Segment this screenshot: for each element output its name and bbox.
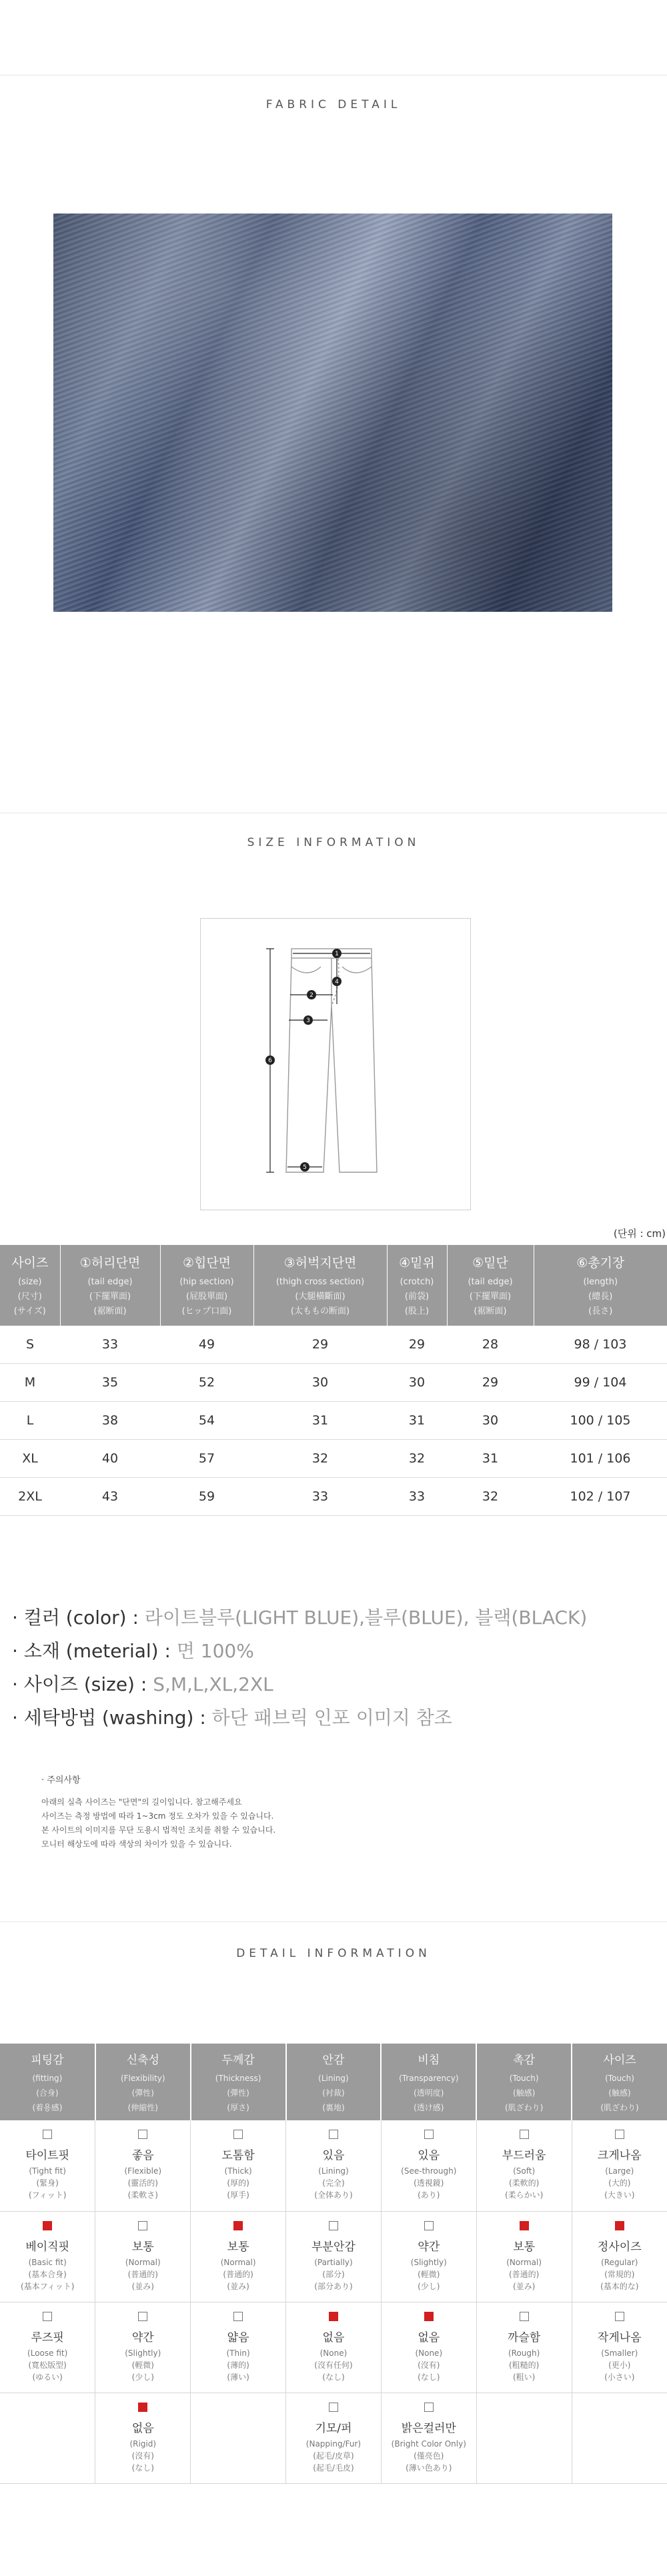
detail-option-sub: (あり) xyxy=(418,2190,440,2200)
detail-option-sub: (Large) xyxy=(605,2166,634,2176)
header-label: ⑤밑단 xyxy=(472,1256,508,1270)
detail-option-sub: (Rigid) xyxy=(129,2439,157,2449)
size-table-header xyxy=(253,1245,387,1326)
size-cell: 31 xyxy=(447,1440,534,1478)
header-sub: (伸縮性) xyxy=(127,2103,158,2112)
size-cell: L xyxy=(0,1402,60,1440)
detail-option-label: 부분안감 xyxy=(311,2240,356,2254)
detail-option-sub: (基本的な) xyxy=(600,2281,639,2291)
detail-option-sub: (沒有) xyxy=(131,2451,154,2461)
notice-block xyxy=(41,1773,615,1851)
detail-option-sub: (薄的) xyxy=(227,2360,249,2370)
size-table-row xyxy=(0,1478,667,1516)
detail-option-sub: (柔軟的) xyxy=(508,2178,540,2188)
detail-cell xyxy=(95,2211,191,2302)
header-sub: (衬裁) xyxy=(322,2088,345,2098)
unchecked-box-icon xyxy=(233,2312,243,2321)
detail-table-header xyxy=(95,2044,191,2120)
size-cell: 40 xyxy=(60,1440,160,1478)
info-value: 하단 패브릭 인포 이미지 참조 xyxy=(211,1707,452,1729)
detail-option-sub: (基本合身) xyxy=(28,2269,67,2279)
unchecked-box-icon xyxy=(520,2130,529,2139)
detail-option-label: 있음 xyxy=(418,2149,440,2162)
size-table-header-row xyxy=(0,1245,667,1326)
detail-option-sub: (Basic fit) xyxy=(28,2257,67,2267)
detail-option-label: 베이직핏 xyxy=(25,2240,70,2254)
unchecked-box-icon xyxy=(138,2312,147,2321)
header-sub: (合身) xyxy=(36,2088,59,2098)
detail-option-sub: (Normal) xyxy=(506,2257,542,2267)
detail-option-label: 작게나옴 xyxy=(597,2330,642,2344)
detail-option-label: 없음 xyxy=(131,2421,154,2435)
detail-cell xyxy=(0,2211,95,2302)
header-sub: (Touch) xyxy=(605,2074,634,2083)
detail-option-sub: (Tight fit) xyxy=(29,2166,66,2176)
header-sub: (Flexibility) xyxy=(120,2074,165,2083)
detail-cell xyxy=(572,2120,667,2211)
detail-cell xyxy=(476,2393,572,2483)
header-sub: (tail edge) xyxy=(87,1277,133,1287)
detail-option-sub: (小さい) xyxy=(604,2372,635,2382)
detail-option-sub: (並み) xyxy=(227,2281,249,2291)
detail-option-sub: (全体あり) xyxy=(314,2190,353,2200)
size-cell: 30 xyxy=(253,1364,387,1402)
detail-table-header xyxy=(0,2044,95,2120)
detail-cell xyxy=(572,2211,667,2302)
detail-option-label: 없음 xyxy=(418,2330,440,2344)
info-value: 면 100% xyxy=(176,1640,254,1662)
fabric-detail-photo xyxy=(53,213,612,612)
notice-line: 사이즈는 측정 방법에 따라 1~3cm 정도 오차가 있을 수 있습니다. xyxy=(41,1811,274,1821)
unit-label: (단위 : cm) xyxy=(613,1228,666,1240)
detail-option-sub: (柔軟さ) xyxy=(127,2190,158,2200)
size-cell: 29 xyxy=(253,1326,387,1364)
unchecked-box-icon xyxy=(424,2403,434,2412)
header-sub: (尺寸) xyxy=(17,1292,42,1302)
header-sub: (肌ざわり) xyxy=(600,2103,639,2112)
detail-option-label: 좋음 xyxy=(131,2149,154,2162)
detail-table-header-row xyxy=(0,2044,667,2120)
info-label: · 소재 (meterial) : xyxy=(12,1640,177,1662)
unchecked-box-icon xyxy=(233,2130,243,2139)
notice-line: 아래의 실측 사이즈는 "단면"의 길이입니다. 참고해주세요 xyxy=(41,1797,242,1807)
info-material xyxy=(12,1635,652,1668)
size-cell: 32 xyxy=(447,1478,534,1516)
detail-option-sub: (Thick) xyxy=(224,2166,252,2176)
size-table-row xyxy=(0,1440,667,1478)
unchecked-box-icon xyxy=(329,2130,338,2139)
header-sub: (着용感) xyxy=(32,2103,63,2112)
detail-option-label: 약간 xyxy=(418,2240,440,2254)
detail-cell xyxy=(0,2120,95,2211)
detail-option-sub: (更小) xyxy=(608,2360,631,2370)
header-sub: (太ももの断面) xyxy=(290,1306,350,1316)
detail-option-sub: (少し) xyxy=(418,2281,440,2291)
detail-cell xyxy=(0,2393,95,2483)
detail-cell xyxy=(95,2393,191,2483)
info-value: 라이트블루(LIGHT BLUE),블루(BLUE), 블랙(BLACK) xyxy=(144,1607,588,1629)
detail-option-label: 부드러움 xyxy=(502,2149,546,2162)
marker-label-1: 1 xyxy=(335,951,339,957)
size-table-header xyxy=(534,1245,667,1326)
detail-option-sub: (Bright Color Only) xyxy=(391,2439,466,2449)
size-cell: 29 xyxy=(447,1364,534,1402)
detail-option-sub: (Napping/Fur) xyxy=(305,2439,362,2449)
detail-cell xyxy=(286,2120,382,2211)
header-sub: (fitting) xyxy=(32,2074,63,2083)
unchecked-box-icon xyxy=(615,2312,624,2321)
detail-cell xyxy=(191,2120,286,2211)
info-label: · 컬러 (color) : xyxy=(12,1607,145,1629)
detail-option-sub: (緊身) xyxy=(36,2178,59,2188)
header-sub: (大腿橫斷面) xyxy=(295,1292,346,1302)
header-sub: (總長) xyxy=(588,1292,613,1302)
header-label: 사이즈 xyxy=(603,2054,636,2067)
header-label: 신축성 xyxy=(126,2054,159,2067)
header-sub: (屁股單面) xyxy=(185,1292,228,1302)
detail-option-sub: (普通的) xyxy=(508,2269,540,2279)
detail-option-sub: (沒有任何) xyxy=(314,2360,353,2370)
product-info-list xyxy=(12,1601,652,1735)
detail-option-sub: (Partially) xyxy=(314,2257,353,2267)
detail-option-sub: (Flexible) xyxy=(124,2166,162,2176)
header-sub: (サイズ) xyxy=(13,1306,46,1316)
detail-table-row xyxy=(0,2120,667,2211)
header-sub: (厚さ) xyxy=(227,2103,249,2112)
header-sub: (前袋) xyxy=(404,1292,430,1302)
detail-option-sub: (See-through) xyxy=(401,2166,457,2176)
detail-option-sub: (厚手) xyxy=(227,2190,249,2200)
pants-outline-drawing xyxy=(201,919,470,1210)
detail-cell xyxy=(381,2302,476,2393)
header-sub: (彈性) xyxy=(131,2088,154,2098)
size-cell: 43 xyxy=(60,1478,160,1516)
checked-box-icon xyxy=(138,2403,147,2412)
header-sub: (Thickness) xyxy=(215,2074,261,2083)
detail-table-row xyxy=(0,2393,667,2483)
size-cell: 30 xyxy=(447,1402,534,1440)
header-label: 사이즈 xyxy=(11,1256,49,1270)
size-cell: 32 xyxy=(253,1440,387,1478)
size-table-header xyxy=(60,1245,160,1326)
header-sub: (透明度) xyxy=(414,2088,444,2098)
size-table-header xyxy=(387,1245,447,1326)
detail-option-sub: (なし) xyxy=(418,2372,440,2382)
size-cell: 32 xyxy=(387,1440,447,1478)
detail-cell xyxy=(572,2393,667,2483)
detail-option-sub: (Rough) xyxy=(508,2348,540,2358)
detail-option-sub: (起毛/皮草) xyxy=(313,2451,354,2461)
size-cell: 38 xyxy=(60,1402,160,1440)
notice-line: 본 사이트의 이미지를 무단 도용시 법적인 조치를 취할 수 있습니다. xyxy=(41,1825,276,1835)
checked-box-icon xyxy=(520,2221,529,2230)
header-label: 촉감 xyxy=(513,2054,536,2067)
header-sub: (crotch) xyxy=(400,1277,434,1287)
detail-option-sub: (Regular) xyxy=(601,2257,638,2267)
detail-table-header xyxy=(381,2044,476,2120)
detail-option-sub: (Loose fit) xyxy=(27,2348,68,2358)
size-cell: 28 xyxy=(447,1326,534,1364)
detail-option-sub: (粗い) xyxy=(512,2372,536,2382)
header-sub: (透け感) xyxy=(414,2103,444,2112)
header-label: ②힙단면 xyxy=(182,1256,231,1270)
unchecked-box-icon xyxy=(424,2130,434,2139)
marker-label-6: 6 xyxy=(268,1057,272,1064)
header-sub: (触感) xyxy=(608,2088,631,2098)
size-table-header xyxy=(447,1245,534,1326)
info-value: S,M,L,XL,2XL xyxy=(153,1673,273,1695)
detail-cell xyxy=(95,2120,191,2211)
checked-box-icon xyxy=(329,2312,338,2321)
header-sub: (Touch) xyxy=(509,2074,539,2083)
size-information-title: SIZE INFORMATION xyxy=(247,836,420,849)
detail-option-sub: (普通的) xyxy=(127,2269,158,2279)
unchecked-box-icon xyxy=(329,2403,338,2412)
info-label: · 사이즈 (size) : xyxy=(12,1673,153,1695)
header-label: ⑥총기장 xyxy=(576,1256,625,1270)
detail-cell xyxy=(191,2211,286,2302)
detail-option-sub: (少し) xyxy=(131,2372,154,2382)
detail-option-label: 보통 xyxy=(131,2240,154,2254)
size-cell: 100 / 105 xyxy=(534,1402,667,1440)
size-cell: 52 xyxy=(160,1364,253,1402)
unchecked-box-icon xyxy=(329,2221,338,2230)
size-cell: 59 xyxy=(160,1478,253,1516)
detail-table-header xyxy=(476,2044,572,2120)
detail-option-sub: (柔らかい) xyxy=(504,2190,544,2200)
size-cell: 102 / 107 xyxy=(534,1478,667,1516)
detail-table-header xyxy=(286,2044,382,2120)
size-cell: XL xyxy=(0,1440,60,1478)
header-label: 비침 xyxy=(418,2054,440,2067)
detail-info-table xyxy=(0,2044,667,2484)
header-label: 안감 xyxy=(322,2054,345,2067)
detail-option-sub: (僅亮色) xyxy=(414,2451,444,2461)
size-table-row xyxy=(0,1402,667,1440)
detail-cell xyxy=(476,2211,572,2302)
size-cell: 33 xyxy=(387,1478,447,1516)
checked-box-icon xyxy=(233,2221,243,2230)
detail-cell xyxy=(286,2393,382,2483)
detail-table-row xyxy=(0,2211,667,2302)
detail-option-sub: (粗糙的) xyxy=(508,2360,540,2370)
detail-option-sub: (なし) xyxy=(131,2463,154,2473)
detail-option-label: 보통 xyxy=(227,2240,249,2254)
unchecked-box-icon xyxy=(138,2221,147,2230)
info-size xyxy=(12,1668,652,1701)
detail-option-sub: (Thin) xyxy=(226,2348,250,2358)
size-cell: 33 xyxy=(60,1326,160,1364)
detail-option-sub: (Smaller) xyxy=(601,2348,638,2358)
header-sub: (下擺單面) xyxy=(89,1292,131,1302)
detail-option-label: 정사이즈 xyxy=(597,2240,642,2254)
detail-option-sub: (普通的) xyxy=(223,2269,253,2279)
checked-box-icon xyxy=(43,2221,52,2230)
header-sub: (size) xyxy=(18,1277,42,1287)
size-cell: 35 xyxy=(60,1364,160,1402)
unchecked-box-icon xyxy=(43,2312,52,2321)
detail-cell xyxy=(191,2302,286,2393)
detail-cell xyxy=(0,2302,95,2393)
info-color xyxy=(12,1601,652,1635)
detail-option-sub: (フィット) xyxy=(28,2190,67,2200)
detail-option-sub: (Soft) xyxy=(513,2166,536,2176)
divider-detail xyxy=(0,1921,667,1922)
detail-option-sub: (並み) xyxy=(131,2281,154,2291)
size-measurement-diagram xyxy=(200,918,471,1210)
detail-option-sub: (起毛/毛皮) xyxy=(313,2463,354,2473)
detail-option-sub: (常規的) xyxy=(604,2269,635,2279)
detail-option-label: 없음 xyxy=(322,2330,345,2344)
checked-box-icon xyxy=(615,2221,624,2230)
marker-label-5: 5 xyxy=(303,1164,307,1171)
size-cell: M xyxy=(0,1364,60,1402)
detail-option-sub: (None) xyxy=(319,2348,348,2358)
size-cell: 29 xyxy=(387,1326,447,1364)
size-cell: 2XL xyxy=(0,1478,60,1516)
detail-cell xyxy=(381,2393,476,2483)
detail-option-sub: (薄い) xyxy=(227,2372,249,2382)
header-sub: (ヒップ口面) xyxy=(181,1306,232,1316)
unchecked-box-icon xyxy=(424,2221,434,2230)
detail-option-sub: (部分あり) xyxy=(314,2281,353,2291)
marker-label-3: 3 xyxy=(306,1017,310,1024)
detail-option-sub: (Slightly) xyxy=(125,2348,161,2358)
detail-information-title: DETAIL INFORMATION xyxy=(236,1947,431,1960)
detail-option-label: 보통 xyxy=(513,2240,536,2254)
size-cell: S xyxy=(0,1326,60,1364)
notice-title: · 주의사항 xyxy=(41,1775,81,1785)
size-table-header xyxy=(0,1245,60,1326)
header-label: ④밑위 xyxy=(399,1256,435,1270)
detail-option-sub: (厚的) xyxy=(227,2178,249,2188)
detail-table-header xyxy=(191,2044,286,2120)
unchecked-box-icon xyxy=(615,2130,624,2139)
marker-label-2: 2 xyxy=(309,992,313,999)
detail-option-sub: (部分) xyxy=(322,2269,345,2279)
detail-option-sub: (なし) xyxy=(322,2372,345,2382)
detail-option-sub: (大きい) xyxy=(604,2190,635,2200)
detail-option-label: 루즈핏 xyxy=(31,2330,64,2344)
detail-cell xyxy=(381,2120,476,2211)
detail-option-label: 크게나옴 xyxy=(597,2149,642,2162)
detail-option-label: 밝은컬러만 xyxy=(401,2421,456,2435)
detail-option-label: 타이트핏 xyxy=(25,2149,70,2162)
header-sub: (長さ) xyxy=(588,1306,613,1316)
detail-option-label: 약간 xyxy=(131,2330,154,2344)
size-cell: 33 xyxy=(253,1478,387,1516)
size-cell: 31 xyxy=(253,1402,387,1440)
detail-option-sub: (靈活的) xyxy=(127,2178,158,2188)
header-sub: (裾断面) xyxy=(474,1306,507,1316)
detail-option-sub: (完全) xyxy=(322,2178,345,2188)
size-table xyxy=(0,1245,667,1516)
size-cell: 30 xyxy=(387,1364,447,1402)
detail-option-label: 까슬함 xyxy=(508,2330,541,2344)
size-cell: 54 xyxy=(160,1402,253,1440)
header-sub: (股上) xyxy=(404,1306,430,1316)
header-sub: (触感) xyxy=(512,2088,536,2098)
detail-option-sub: (並み) xyxy=(512,2281,536,2291)
info-washing xyxy=(12,1701,652,1735)
header-sub: (肌ざわり) xyxy=(504,2103,544,2112)
detail-option-label: 도톰함 xyxy=(221,2149,255,2162)
detail-option-sub: (ゆるい) xyxy=(32,2372,63,2382)
size-cell: 101 / 106 xyxy=(534,1440,667,1478)
header-label: 두께감 xyxy=(221,2054,255,2067)
detail-option-sub: (基本フィット) xyxy=(20,2281,75,2291)
header-sub: (裾断面) xyxy=(93,1306,127,1316)
detail-table-header xyxy=(572,2044,667,2120)
size-cell: 49 xyxy=(160,1326,253,1364)
detail-cell xyxy=(476,2120,572,2211)
detail-option-sub: (輕微) xyxy=(418,2269,440,2279)
detail-option-sub: (薄い色あり) xyxy=(406,2463,452,2473)
fabric-detail-title: FABRIC DETAIL xyxy=(265,98,402,111)
unchecked-box-icon xyxy=(43,2130,52,2139)
marker-label-4: 4 xyxy=(335,979,339,985)
detail-option-sub: (Slightly) xyxy=(410,2257,447,2267)
checked-box-icon xyxy=(424,2312,434,2321)
detail-option-label: 얇음 xyxy=(227,2330,249,2344)
detail-option-sub: (輕微) xyxy=(131,2360,154,2370)
header-label: 피팅감 xyxy=(31,2054,64,2067)
header-sub: (thigh cross section) xyxy=(275,1277,365,1287)
detail-cell xyxy=(476,2302,572,2393)
size-cell: 31 xyxy=(387,1402,447,1440)
detail-table-row xyxy=(0,2302,667,2393)
detail-option-sub: (Normal) xyxy=(125,2257,161,2267)
unchecked-box-icon xyxy=(520,2312,529,2321)
size-cell: 57 xyxy=(160,1440,253,1478)
detail-option-sub: (Normal) xyxy=(220,2257,256,2267)
header-sub: (Lining) xyxy=(318,2074,349,2083)
detail-option-label: 기모/퍼 xyxy=(315,2421,352,2435)
size-cell: 99 / 104 xyxy=(534,1364,667,1402)
size-cell: 98 / 103 xyxy=(534,1326,667,1364)
detail-cell xyxy=(95,2302,191,2393)
detail-cell xyxy=(286,2302,382,2393)
info-label: · 세탁방법 (washing) : xyxy=(12,1707,212,1729)
header-sub: (下擺單面) xyxy=(469,1292,512,1302)
unchecked-box-icon xyxy=(138,2130,147,2139)
detail-option-sub: (透視鏡) xyxy=(414,2178,444,2188)
header-sub: (length) xyxy=(583,1277,618,1287)
detail-cell xyxy=(286,2211,382,2302)
detail-option-label: 있음 xyxy=(322,2149,345,2162)
header-sub: (hip section) xyxy=(179,1277,234,1287)
detail-option-sub: (寬松版型) xyxy=(28,2360,67,2370)
detail-option-sub: (沒有) xyxy=(418,2360,440,2370)
detail-cell xyxy=(381,2211,476,2302)
detail-option-sub: (大的) xyxy=(608,2178,631,2188)
header-label: ③허벅지단면 xyxy=(283,1256,357,1270)
detail-cell xyxy=(191,2393,286,2483)
size-table-row xyxy=(0,1326,667,1364)
header-sub: (tail edge) xyxy=(468,1277,513,1287)
detail-option-sub: (None) xyxy=(415,2348,443,2358)
detail-cell xyxy=(572,2302,667,2393)
detail-option-sub: (Lining) xyxy=(318,2166,349,2176)
header-label: ①허리단면 xyxy=(79,1256,141,1270)
size-table-header xyxy=(160,1245,253,1326)
size-table-row xyxy=(0,1364,667,1402)
header-sub: (Transparency) xyxy=(399,2074,459,2083)
header-sub: (彈性) xyxy=(227,2088,249,2098)
notice-line: 모니터 해상도에 따라 색상의 차이가 있을 수 있습니다. xyxy=(41,1839,232,1849)
header-sub: (裏地) xyxy=(322,2103,345,2112)
